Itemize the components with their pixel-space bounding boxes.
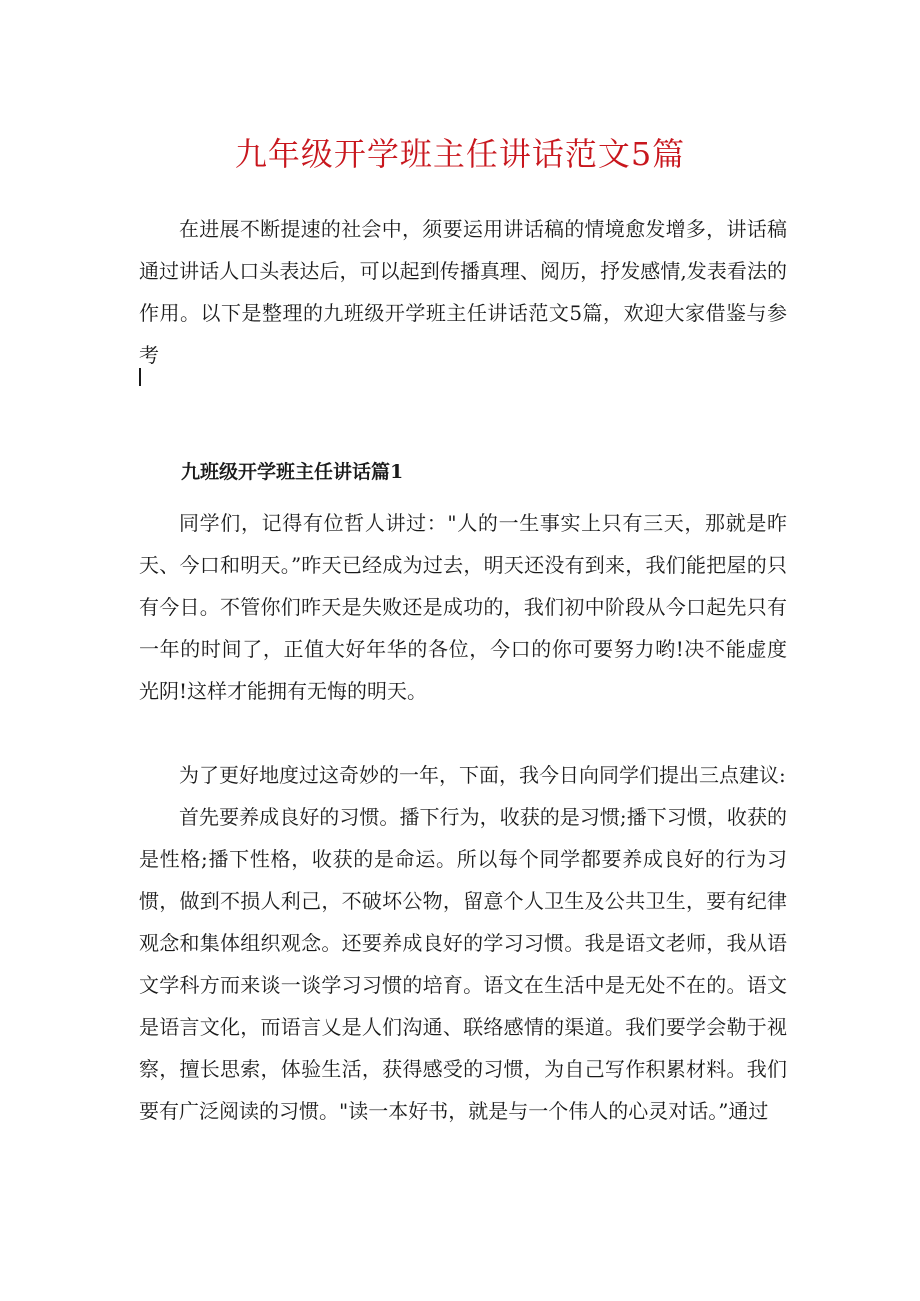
intro-paragraph: 在进展不断提速的社会中，须要运用讲话稿的情境愈发增多，讲话稿通过讲话人口头表达后，可以起到传播真理、阅历，抒发感情,发表看法的作用。以下是整理的九班级开学班主任讲话范文5篇，欢迎大家借鉴与参考 <box>139 217 787 367</box>
document-title: 九年级开学班主任讲话范文5篇 <box>234 135 686 173</box>
body-paragraph-2: 为了更好地度过这奇妙的一年，下面，我今日向同学们提出三点建议: <box>179 763 786 787</box>
text-cursor-mark <box>139 368 141 386</box>
body-paragraph-3: 首先要养成良好的习惯。播下行为，收获的是习惯;播下习惯，收获的是性格;播下性格，收获的是命运。所以每个同学都要养成良好的行为习惯，做到不损人利己，不破坏公物，留意个人卫生及公共卫生，要有纪律观念和集体组织观念。还要养成良好的学习习惯。我是语文老师，我从语文学科方而来谈一谈学习习惯的培育。语文在生活中是无处不在的。语文是语言文化，而语言乂是人们沟通、联络感情的渠道。我们要学会勒于视察，擅长思索，体验生活，获得感受的习惯，为自己写作积累材料。我们要有广泛阅读的习惯。"读一本好书，就是与一个伟人的心灵对话。”通过 <box>139 805 787 1123</box>
section-heading: 九班级开学班主任讲话篇1 <box>181 461 404 483</box>
body-paragraph-1: 同学们，记得有位哲人讲过："人的一生事实上只有三天，那就是昨天、今口和明天。”昨天已经成为过去，明天还没有到来，我们能把屋的只有今日。不管你们昨天是失败还是成功的，我们初中阶段从今口起先只有一年的时间了，正值大好年华的各位，今口的你可要努力哟!决不能虚度光阴!这样才能拥有无悔的明天。 <box>139 511 787 703</box>
